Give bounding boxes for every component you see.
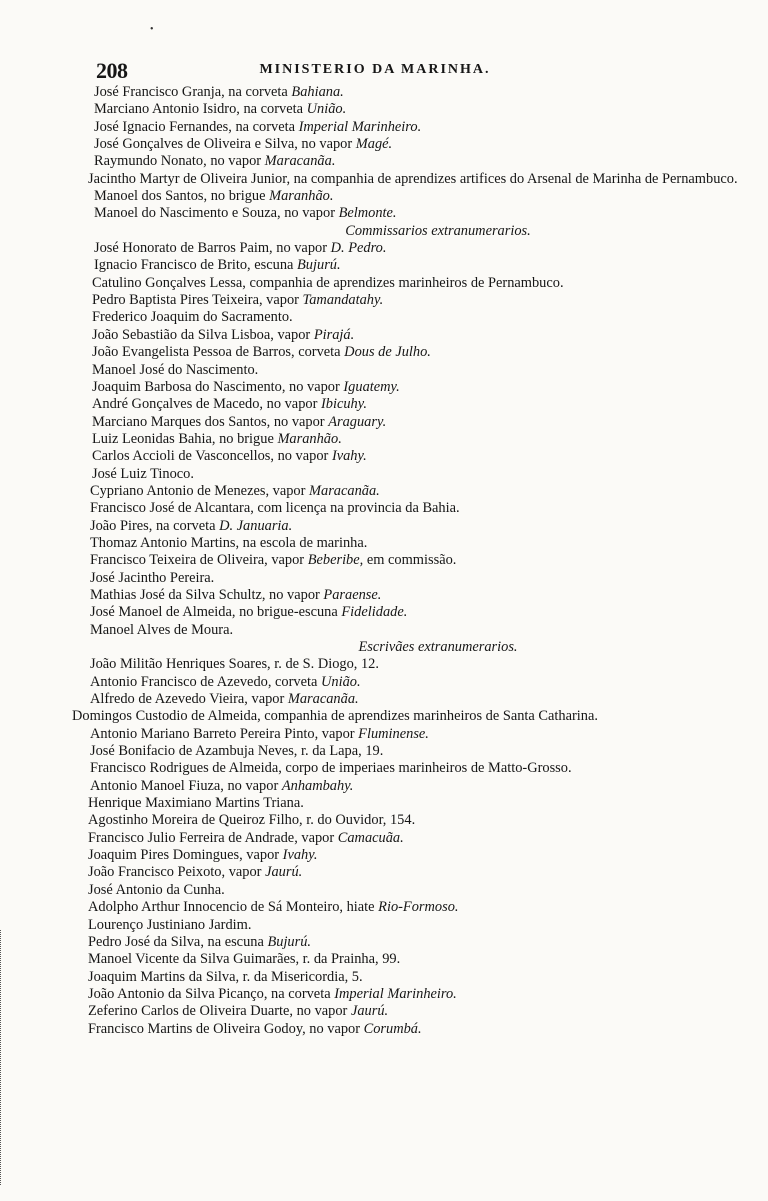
- vessel-name: Bujurú.: [267, 933, 312, 950]
- entry-text: Mathias José da Silva Schultz, no vapor: [90, 586, 324, 603]
- entry-line: [88, 656, 758, 673]
- entry-line: [88, 691, 758, 708]
- entry-line: [88, 379, 758, 396]
- vessel-name: Ivahy.: [331, 448, 367, 465]
- entry-text: Zeferino Carlos de Oliveira Duarte, no vapor: [88, 1003, 351, 1020]
- entry-line: [88, 153, 758, 170]
- entry-text: Manoel José do Nascimento.: [92, 361, 259, 378]
- vessel-name: União.: [306, 101, 347, 118]
- entry-line: [88, 934, 758, 951]
- entry-line: [88, 864, 758, 881]
- entry-text: João Militão Henriques Soares, r. de S. Diogo, 12.: [90, 656, 379, 673]
- entry-line: [88, 275, 758, 292]
- entry-text: José Jacintho Pereira.: [90, 569, 215, 586]
- vessel-name: Bahiana.: [291, 84, 344, 100]
- vessel-name: Iguatemy.: [343, 378, 400, 395]
- vessel-name: Pirajá.: [313, 326, 355, 343]
- entry-line: [88, 847, 758, 864]
- vessel-name: Ibicuhy.: [320, 396, 367, 413]
- entry-text: Francisco Rodrigues de Almeida, corpo de imperiaes marinheiros de Matto-Grosso.: [90, 760, 572, 777]
- entry-line: [88, 396, 758, 413]
- vessel-name: Corumbá.: [363, 1020, 422, 1037]
- entry-line: [88, 570, 758, 587]
- entry-line: [88, 760, 758, 777]
- entry-line: [88, 362, 758, 379]
- entry-text: José Honorato de Barros Paim, no vapor: [94, 240, 331, 257]
- entry-line: [88, 535, 758, 552]
- vessel-name: Imperial Marinheiro.: [334, 985, 457, 1002]
- entry-line: [88, 431, 758, 448]
- entry-text: Marciano Marques dos Santos, no vapor: [92, 413, 329, 430]
- entry-text: Ignacio Francisco de Brito, escuna: [94, 257, 298, 274]
- entry-text: em commissão.: [363, 552, 457, 569]
- vessel-name: Maranhão.: [269, 188, 334, 205]
- vessel-name: Maracanãa.: [287, 691, 359, 708]
- entry-line: [88, 466, 758, 483]
- entry-text: João Francisco Peixoto, vapor: [88, 864, 266, 881]
- vessel-name: D. Pedro.: [330, 240, 387, 257]
- vessel-name: Paraense.: [323, 586, 382, 603]
- entry-line: [88, 986, 758, 1003]
- vessel-name: Ivahy.: [282, 847, 318, 864]
- entry-text: José Bonifacio de Azambuja Neves, r. da Lapa, 19.: [90, 743, 384, 760]
- entry-line: [88, 188, 758, 205]
- entry-text: Alfredo de Azevedo Vieira, vapor: [90, 691, 288, 708]
- page-edge-mark: [0, 930, 7, 1185]
- entry-text: Francisco Teixeira de Oliveira, vapor: [90, 552, 308, 569]
- running-title: MINISTERIO DA MARINHA.: [259, 62, 491, 77]
- entry-text: João Antonio da Silva Picanço, na corveta: [88, 985, 335, 1002]
- entry-line: [88, 969, 758, 986]
- vessel-name: Tamandatahy.: [302, 292, 384, 309]
- entry-text: João Pires, na corveta: [90, 517, 220, 534]
- commissarios-entries: [88, 240, 758, 639]
- entry-text: Cypriano Antonio de Menezes, vapor: [90, 482, 310, 499]
- entry-line: [88, 344, 758, 361]
- entry-text: Raymundo Nonato, no vapor: [94, 153, 265, 170]
- entry-text: José Gonçalves de Oliveira e Silva, no vapor: [94, 136, 356, 153]
- vessel-name: Belmonte.: [338, 205, 397, 222]
- entry-text: José Antonio da Cunha.: [88, 881, 225, 898]
- entry-text: Joaquim Pires Domingues, vapor: [88, 847, 283, 864]
- entry-line: [88, 1003, 758, 1020]
- vessel-name: Maracanãa.: [264, 153, 336, 170]
- entry-line: [88, 674, 758, 691]
- entry-text: Francisco Julio Ferreira de Andrade, vapor: [88, 829, 338, 846]
- entry-line: [88, 257, 758, 274]
- entry-line: [88, 292, 758, 309]
- stray-dot-mark: •: [150, 24, 154, 35]
- top-entries: [88, 84, 758, 223]
- entry-text: Agostinho Moreira de Queiroz Filho, r. do Ouvidor, 154.: [88, 812, 416, 829]
- entry-line: [88, 483, 758, 500]
- entry-line: [88, 1021, 758, 1038]
- vessel-name: Araguary.: [328, 413, 387, 430]
- entry-text: Francisco José de Alcantara, com licença na provincia da Bahia.: [90, 500, 460, 517]
- entry-line: [88, 899, 758, 916]
- entry-text: Manoel Vicente da Silva Guimarães, r. da Prainha, 99.: [88, 951, 401, 968]
- entry-text: Antonio Francisco de Azevedo, corveta: [90, 673, 321, 690]
- entry-text: André Gonçalves de Macedo, no vapor: [92, 396, 321, 413]
- vessel-name: Beberibe,: [307, 552, 364, 569]
- entry-line: [88, 587, 758, 604]
- entry-text: Catulino Gonçalves Lessa, companhia de aprendizes marinheiros de Pernambuco.: [92, 274, 564, 291]
- entry-text: Lourenço Justiniano Jardim.: [88, 916, 252, 933]
- vessel-name: União.: [320, 673, 361, 690]
- entry-text: Pedro Baptista Pires Teixeira, vapor: [92, 292, 303, 309]
- entry-text: Jacintho Martyr de Oliveira Junior, na companhia de aprendizes artifices do Arsenal de Marinha de Pernambuco.: [88, 170, 738, 187]
- entry-line: [88, 171, 758, 188]
- vessel-name: Bujurú.: [297, 257, 341, 274]
- entry-text: Henrique Maximiano Martins Triana.: [88, 795, 304, 812]
- entry-text: Manoel do Nascimento e Souza, no vapor: [94, 205, 339, 222]
- vessel-name: Jaurú.: [265, 864, 303, 881]
- vessel-name: Fidelidade.: [341, 604, 408, 621]
- entry-line: [88, 448, 758, 465]
- entry-line: [88, 622, 758, 639]
- escrivaes-entries: [72, 656, 758, 1038]
- entry-line: [88, 101, 758, 118]
- entry-text: Joaquim Barbosa do Nascimento, no vapor: [92, 378, 344, 395]
- entry-line: [88, 604, 758, 621]
- vessel-name: Camacuãa.: [337, 829, 404, 846]
- entry-text: Frederico Joaquim do Sacramento.: [92, 309, 293, 326]
- vessel-name: Dous de Julho.: [344, 344, 431, 361]
- entry-line: [88, 500, 758, 517]
- entry-text: Domingos Custodio de Almeida, companhia de aprendizes marinheiros de Santa Catharina.: [72, 708, 598, 725]
- entry-text: Luiz Leonidas Bahia, no brigue: [92, 430, 278, 447]
- entry-line: [88, 414, 758, 431]
- page-number: 208: [96, 58, 128, 83]
- entry-text: José Ignacio Fernandes, na corveta: [94, 118, 299, 135]
- entry-line: [88, 205, 758, 222]
- entry-line: [88, 882, 758, 899]
- entry-text: João Sebastião da Silva Lisboa, vapor: [92, 326, 314, 343]
- vessel-name: D. Januaria.: [219, 517, 293, 534]
- entry-line: [88, 327, 758, 344]
- vessel-name: Imperial Marinheiro.: [298, 118, 422, 135]
- vessel-name: Rio-Formoso.: [378, 899, 459, 916]
- entry-text: José Manoel de Almeida, no brigue-escuna: [90, 604, 342, 621]
- entry-line: [88, 136, 758, 153]
- entry-text: Francisco Martins de Oliveira Godoy, no vapor: [88, 1020, 364, 1037]
- entry-line: [88, 518, 758, 535]
- entry-line: [88, 309, 758, 326]
- entry-line: [88, 726, 758, 743]
- entry-line: [88, 812, 758, 829]
- entry-line: [88, 84, 758, 101]
- entry-text: Joaquim Martins da Silva, r. da Misericordia, 5.: [88, 968, 363, 985]
- vessel-name: Maracanãa.: [309, 482, 380, 499]
- entry-line: [88, 795, 758, 812]
- entry-line: [88, 917, 758, 934]
- entry-line: [88, 119, 758, 136]
- vessel-name: Maranhão.: [277, 430, 342, 447]
- entry-text: Pedro José da Silva, na escuna: [88, 933, 268, 950]
- entry-line: [72, 708, 758, 725]
- entry-line: [88, 240, 758, 257]
- section-heading-commissarios: Commissarios extranumerarios.: [345, 222, 531, 239]
- document-body: [72, 84, 758, 1038]
- entry-text: Marciano Antonio Isidro, na corveta: [94, 101, 307, 118]
- vessel-name: Magé.: [355, 136, 393, 153]
- entry-text: Manoel Alves de Moura.: [90, 621, 234, 638]
- entry-line: [88, 951, 758, 968]
- entry-text: Antonio Manoel Fiuza, no vapor: [90, 777, 282, 794]
- vessel-name: Jaurú.: [350, 1003, 389, 1020]
- entry-line: [88, 743, 758, 760]
- entry-text: Carlos Accioli de Vasconcellos, no vapor: [92, 448, 332, 465]
- vessel-name: Anhambahy.: [281, 777, 354, 794]
- entry-line: [88, 552, 758, 569]
- entry-text: José Luiz Tinoco.: [92, 465, 194, 482]
- entry-text: Antonio Mariano Barreto Pereira Pinto, vapor: [90, 725, 359, 742]
- section-heading-escrivaes: Escrivães extranumerarios.: [358, 639, 518, 655]
- page-header: [96, 58, 564, 84]
- entry-text: Thomaz Antonio Martins, na escola de marinha.: [90, 534, 368, 551]
- entry-line: [88, 830, 758, 847]
- entry-text: Manoel dos Santos, no brigue: [94, 188, 270, 205]
- entry-text: João Evangelista Pessoa de Barros, corveta: [92, 344, 345, 361]
- vessel-name: Fluminense.: [358, 725, 429, 742]
- entry-text: José Francisco Granja, na corveta: [94, 84, 292, 100]
- entry-line: [88, 778, 758, 795]
- entry-text: Adolpho Arthur Innocencio de Sá Monteiro, hiate: [88, 899, 379, 916]
